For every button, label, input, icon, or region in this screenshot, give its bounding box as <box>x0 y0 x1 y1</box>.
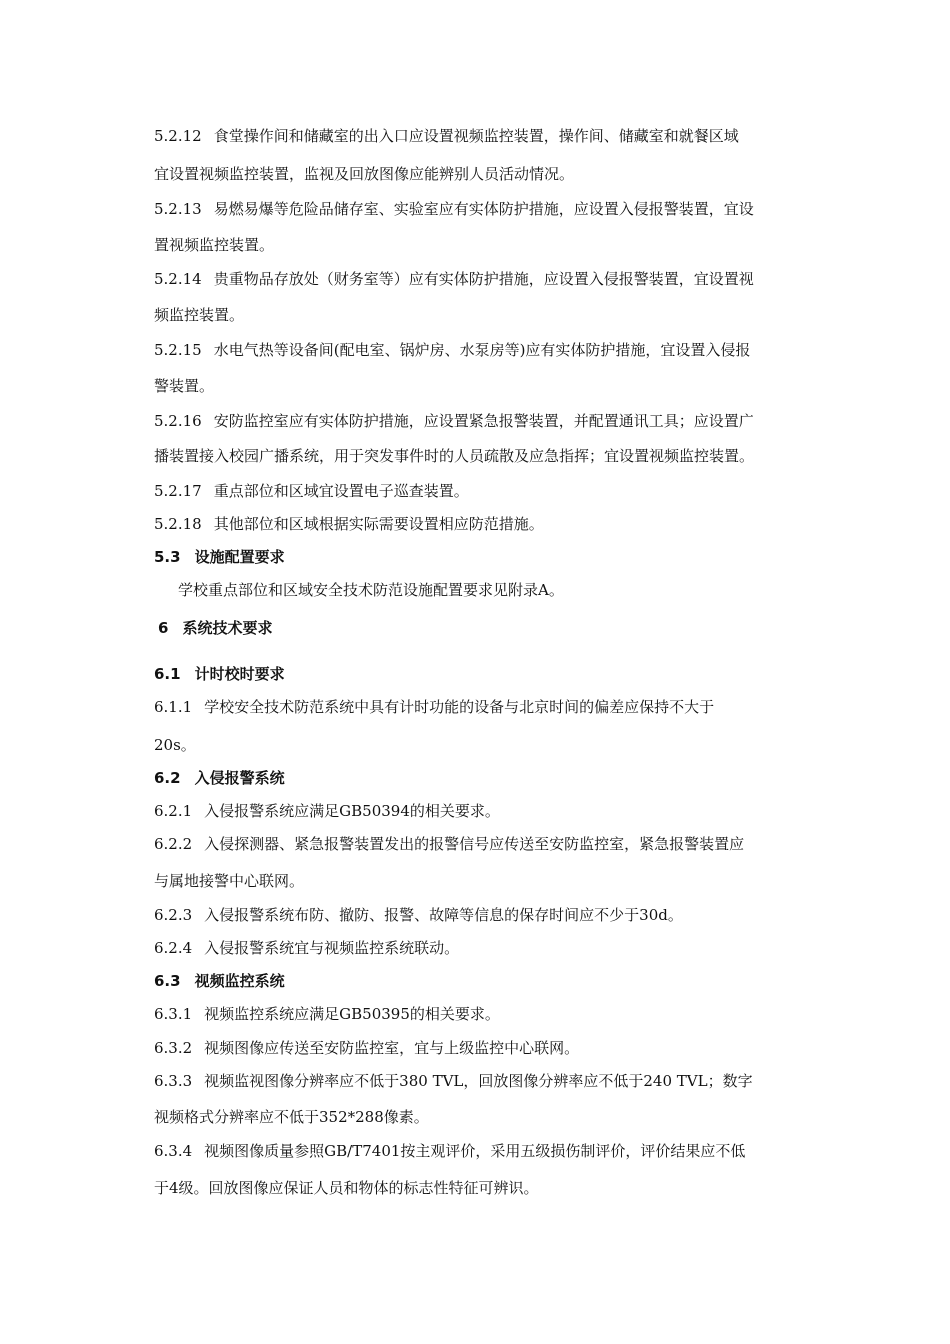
clause-6-2-3 <box>154 905 810 925</box>
clause-6-2-2 <box>154 834 810 854</box>
clause-text: 视频监视图像分辨率应不低于380 TVL，回放图像分辨率应不低于240 TVL；数字 <box>204 1072 753 1090</box>
clause-text: 贵重物品存放处（财务室等）应有实体防护措施，应设置入侵报警装置，宜设置视 <box>213 270 754 288</box>
section-title: 计时校时要求 <box>194 665 285 683</box>
clause-text: 入侵报警系统布防、撤防、报警、故障等信息的保存时间应不少于30d。 <box>204 906 683 924</box>
clause-number: 6.3.2 <box>154 1039 193 1057</box>
clause-text: 水电气热等设备间(配电室、锅炉房、水泵房等)应有实体防护措施，宜设置入侵报 <box>213 341 751 359</box>
section-number: 6.3 <box>154 972 181 990</box>
section-heading-6-3 <box>154 971 810 991</box>
clause-6-3-3 <box>154 1071 810 1091</box>
clause-text: 入侵探测器、紧急报警装置发出的报警信号应传送至安防监控室，紧急报警装置应 <box>204 835 745 853</box>
clause-number: 6.1.1 <box>154 698 193 716</box>
clause-text: 20s。 <box>154 736 196 754</box>
section-number: 5.3 <box>154 548 181 566</box>
clause-number: 5.2.12 <box>154 127 202 145</box>
clause-number: 5.2.17 <box>154 482 202 500</box>
clause-5-2-15-cont <box>154 376 810 396</box>
clause-number: 6.3.4 <box>154 1142 193 1160</box>
clause-number: 6.3.3 <box>154 1072 193 1090</box>
clause-5-2-12-cont <box>154 164 810 184</box>
clause-6-1-1-cont <box>154 735 810 755</box>
chapter-title: 系统技术要求 <box>182 619 273 637</box>
section-title: 设施配置要求 <box>194 548 285 566</box>
chapter-number: 6 <box>158 619 169 637</box>
clause-5-2-14-cont <box>154 305 810 325</box>
clause-text: 易燃易爆等危险品储存室、实验室应有实体防护措施，应设置入侵报警装置，宜设 <box>213 200 754 218</box>
clause-text: 学校安全技术防范系统中具有计时功能的设备与北京时间的偏差应保持不大于 <box>204 698 715 716</box>
clause-number: 6.3.1 <box>154 1005 193 1023</box>
clause-6-1-1 <box>154 697 810 717</box>
clause-text: 入侵报警系统宜与视频监控系统联动。 <box>204 939 460 957</box>
clause-text: 置视频监控装置。 <box>154 236 275 254</box>
clause-5-2-18 <box>154 514 810 534</box>
clause-6-3-2 <box>154 1038 810 1058</box>
clause-number: 5.2.15 <box>154 341 202 359</box>
chapter-heading-6 <box>158 618 810 638</box>
clause-number: 5.2.16 <box>154 412 202 430</box>
section-title: 入侵报警系统 <box>194 769 285 787</box>
clause-text: 重点部位和区域宜设置电子巡查装置。 <box>213 482 469 500</box>
clause-text: 视频格式分辨率应不低于352*288像素。 <box>154 1108 429 1126</box>
clause-6-3-1 <box>154 1004 810 1024</box>
clause-6-2-4 <box>154 938 810 958</box>
clause-text: 安防监控室应有实体防护措施，应设置紧急报警装置，并配置通讯工具；应设置广 <box>213 412 754 430</box>
section-heading-5-3 <box>154 547 810 567</box>
clause-number: 5.2.14 <box>154 270 202 288</box>
clause-text: 视频图像质量参照GB/T7401按主观评价，采用五级损伤制评价，评价结果应不低 <box>204 1142 746 1160</box>
section-title: 视频监控系统 <box>194 972 285 990</box>
clause-text: 宜设置视频监控装置，监视及回放图像应能辨别人员活动情况。 <box>154 165 575 183</box>
clause-number: 6.2.4 <box>154 939 193 957</box>
clause-6-2-1 <box>154 801 810 821</box>
clause-5-2-16-cont <box>154 446 810 466</box>
clause-text: 播装置接入校园广播系统，用于突发事件时的人员疏散及应急指挥；宜设置视频监控装置。 <box>154 447 755 465</box>
section-number: 6.1 <box>154 665 181 683</box>
clause-text: 食堂操作间和储藏室的出入口应设置视频监控装置，操作间、储藏室和就餐区域 <box>213 127 739 145</box>
section-number: 6.2 <box>154 769 181 787</box>
clause-text: 入侵报警系统应满足GB50394的相关要求。 <box>204 802 500 820</box>
clause-6-3-4 <box>154 1141 810 1161</box>
clause-5-2-16 <box>154 411 810 431</box>
clause-text: 其他部位和区域根据实际需要设置相应防范措施。 <box>213 515 544 533</box>
clause-6-3-3-cont <box>154 1107 810 1127</box>
clause-number: 6.2.3 <box>154 906 193 924</box>
clause-6-2-2-cont <box>154 871 810 891</box>
clause-5-2-14 <box>154 269 810 289</box>
clause-5-2-13 <box>154 199 810 219</box>
clause-text: 频监控装置。 <box>154 306 245 324</box>
section-heading-6-1 <box>154 664 810 684</box>
clause-5-2-15 <box>154 340 810 360</box>
clause-5-2-13-cont <box>154 235 810 255</box>
clause-number: 5.2.13 <box>154 200 202 218</box>
paragraph-text: 学校重点部位和区域安全技术防范设施配置要求见附录A。 <box>178 581 564 599</box>
clause-text: 视频监控系统应满足GB50395的相关要求。 <box>204 1005 500 1023</box>
clause-text: 视频图像应传送至安防监控室，宜与上级监控中心联网。 <box>204 1039 580 1057</box>
clause-text: 与属地接警中心联网。 <box>154 872 305 890</box>
clause-number: 5.2.18 <box>154 515 202 533</box>
clause-number: 6.2.2 <box>154 835 193 853</box>
clause-6-3-4-cont <box>154 1178 810 1198</box>
section-heading-6-2 <box>154 768 810 788</box>
clause-5-2-17 <box>154 481 810 501</box>
paragraph-5-3 <box>178 580 810 600</box>
clause-5-2-12 <box>154 126 810 146</box>
clause-text: 于4级。回放图像应保证人员和物体的标志性特征可辨识。 <box>154 1179 539 1197</box>
clause-number: 6.2.1 <box>154 802 193 820</box>
clause-text: 警装置。 <box>154 377 215 395</box>
